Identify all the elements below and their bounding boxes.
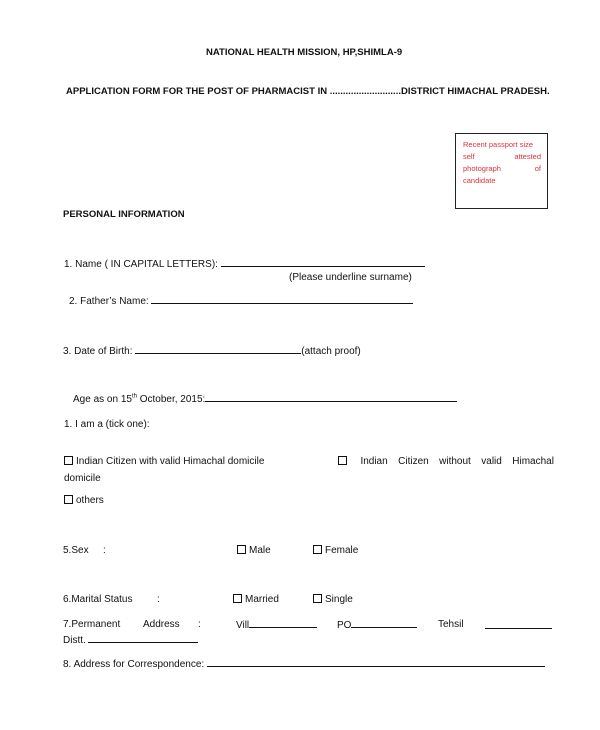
option-male-label: Male <box>249 545 271 556</box>
age-sup: th <box>131 393 137 400</box>
marital-colon: : <box>157 594 160 605</box>
name-row <box>64 258 425 270</box>
without-word-3: without <box>439 456 471 467</box>
corr-input-line[interactable] <box>207 658 545 667</box>
perm-distt-input-line[interactable] <box>88 634 198 643</box>
name-input-line[interactable] <box>221 258 425 267</box>
dob-suffix: (attach proof) <box>301 346 361 357</box>
photo-word-self: self <box>463 152 475 161</box>
option-married-label: Married <box>245 594 279 605</box>
photo-line-2 <box>463 151 541 163</box>
perm-vill-input-line[interactable] <box>249 619 317 628</box>
name-label: 1. Name ( IN CAPITAL LETTERS): <box>64 259 221 270</box>
corr-label: 8. Address for Correspondence: <box>63 659 207 670</box>
option-others[interactable] <box>64 495 104 506</box>
age-input-line[interactable] <box>205 393 457 402</box>
photo-line-3 <box>463 163 541 175</box>
perm-distt-row <box>63 634 198 646</box>
photo-instructions <box>463 139 541 187</box>
perm-vill-label: Vill <box>236 620 250 631</box>
checkbox-female[interactable] <box>313 545 322 554</box>
option-single[interactable] <box>313 594 353 605</box>
option-married[interactable] <box>233 594 279 605</box>
name-hint: (Please underline surname) <box>289 272 412 283</box>
father-input-line[interactable] <box>151 295 413 304</box>
photo-line-1: Recent passport size <box>463 140 534 149</box>
option-female-label: Female <box>325 545 359 556</box>
corr-row <box>63 658 545 670</box>
perm-po-label: PO <box>337 620 352 631</box>
option-without-domicile-cont: domicile <box>64 473 101 484</box>
father-row <box>69 295 413 307</box>
sex-label: 5.Sex <box>63 545 89 556</box>
checkbox-without-domicile[interactable] <box>338 456 347 465</box>
perm-colon: : <box>198 619 201 630</box>
iam-label: 1. I am a (tick one): <box>64 419 150 430</box>
option-indian-citizen[interactable] <box>64 456 264 467</box>
checkbox-indian-citizen[interactable] <box>64 456 73 465</box>
age-row <box>73 393 457 405</box>
option-male[interactable] <box>237 545 271 556</box>
perm-tehsil-label: Tehsil <box>438 619 464 630</box>
father-label: 2. Father’s Name: <box>69 296 152 307</box>
option-single-label: Single <box>325 594 353 605</box>
perm-po-row <box>337 619 417 631</box>
age-suffix: October, 2015: <box>136 394 206 405</box>
perm-distt-label: Distt. <box>63 635 86 646</box>
perm-vill-row <box>236 619 317 631</box>
checkbox-married[interactable] <box>233 594 242 603</box>
photo-word-attested: attested <box>514 152 541 161</box>
option-indian-citizen-label: Indian Citizen with valid Himachal domicile <box>76 456 265 467</box>
age-prefix: Age as on 15 <box>73 394 132 405</box>
checkbox-single[interactable] <box>313 594 322 603</box>
without-word-4: valid <box>481 456 502 467</box>
perm-label: 7.Permanent <box>63 619 121 630</box>
option-female[interactable] <box>313 545 358 556</box>
sex-colon: : <box>103 545 106 556</box>
perm-po-input-line[interactable] <box>351 619 417 628</box>
without-word-2: Citizen <box>398 456 429 467</box>
without-word-5: Himachal <box>512 456 554 467</box>
dob-label: 3. Date of Birth: <box>63 346 136 357</box>
option-others-label: others <box>76 495 104 506</box>
perm-address-word: Address <box>143 619 180 630</box>
form-subtitle: APPLICATION FORM FOR THE POST OF PHARMACIST IN ...........................DISTRICT HIMACHAL PRADESH. <box>66 86 550 97</box>
section-title: PERSONAL INFORMATION <box>63 209 185 220</box>
photo-word-photograph: photograph <box>463 164 501 173</box>
form-title: NATIONAL HEALTH MISSION, HP,SHIMLA-9 <box>206 47 403 58</box>
marital-label: 6.Marital Status <box>63 594 133 605</box>
checkbox-others[interactable] <box>64 495 73 504</box>
photo-word-of: of <box>534 164 541 173</box>
photo-line-4: candidate <box>463 176 496 185</box>
option-without-domicile[interactable] <box>338 456 554 467</box>
without-word-1: Indian <box>360 456 388 467</box>
perm-tehsil-input-line[interactable] <box>485 619 552 629</box>
checkbox-male[interactable] <box>237 545 246 554</box>
dob-row <box>63 345 361 357</box>
dob-input-line[interactable] <box>135 345 301 354</box>
